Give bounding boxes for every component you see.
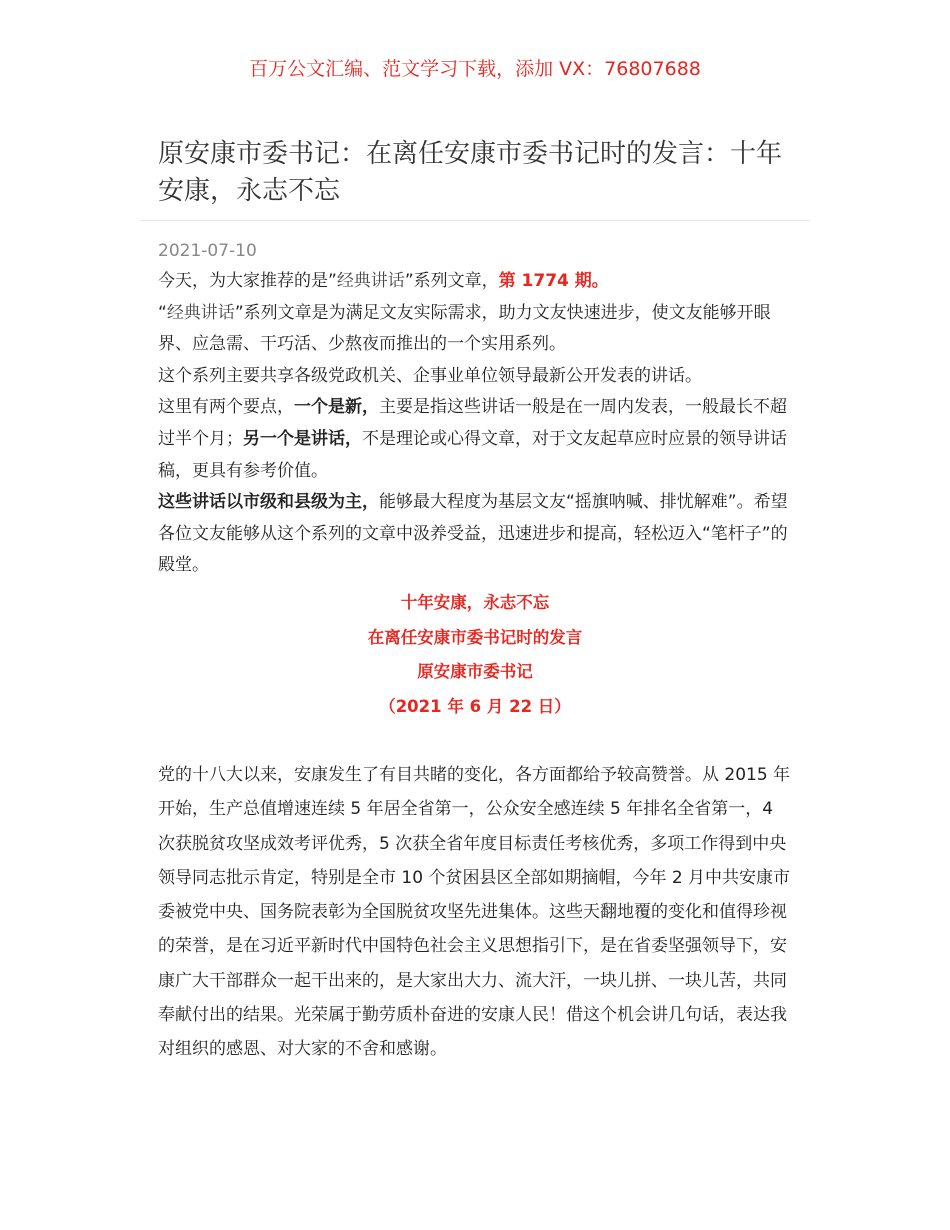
- intro-paragraph-5: [158, 487, 794, 582]
- series-name: 经典讲话: [336, 271, 405, 291]
- title-divider: [140, 220, 810, 221]
- intro-p4-e: 不是理论或心得文章，对于文友起草应时应景的领导讲话稿，更具有参考价值。: [158, 428, 787, 481]
- intro-paragraph-2: [158, 298, 794, 361]
- intro-p1-text: 今天，为大家推荐的是”: [158, 271, 337, 291]
- intro-p4-b: 一个是新，: [294, 397, 379, 418]
- speaker: 原安康市委书记: [417, 662, 533, 682]
- speech-title: 十年安康，永志不忘: [400, 593, 550, 612]
- intro-p1-text2: ”系列文章，: [404, 271, 499, 291]
- article-title: 原安康市委书记：在离任安康市委书记时的发言：十年安康，永志不忘: [158, 139, 783, 206]
- intro-section: [158, 266, 794, 582]
- body-paragraph-1: 党的十八大以来，安康发生了有目共睹的变化，各方面都给予较高赞誉。从 2015 年开始，生产总值增速连续 5 年居全省第一，公众安全感连续 5 年排名全省第一，4 次获脱贫攻坚成效考评优秀，5 次获全省年度目标责任考核优秀，多项工作得到中央领导同志批示肯定，特别是全市 10 个贫困县区全部如期摘帽，今年 2 月中共安康市委被党中央、国务院表彰为全国脱贫攻坚先进集体。这些天翻地覆的变化和值得珍视的荣誉，是在习近平新时代中国特色社会主义思想指引下，是在省委坚强领导下，安康广大干部群众一起干出来的，是大家出大力、流大汗，一块儿拼、一块儿苦，共同奉献付出的结果。光荣属于勤劳质朴奋进的安康人民！借这个机会讲几句话，表达我对组织的感恩、对大家的不舍和感谢。: [158, 765, 791, 1060]
- series-name-2: 经典讲话: [166, 302, 235, 323]
- intro-p2-quote: “: [158, 302, 167, 323]
- intro-p4-a: 这里有两个要点，: [158, 397, 294, 418]
- intro-p4-d: 另一个是讲话，: [243, 428, 362, 449]
- intro-p5-a: 这些讲话以市级和县级为主，: [158, 492, 379, 513]
- speech-heading: [0, 586, 950, 724]
- speech-subtitle: 在离任安康市委书记时的发言: [367, 627, 583, 647]
- publish-date: 2021-07-10: [158, 241, 257, 261]
- intro-p2-text: ”系列文章是为满足文友实际需求，助力文友快速进步，使文友能够开眼界、应急需、干巧活、少熬夜而推出的一个实用系列。: [158, 302, 771, 355]
- intro-paragraph-3: 这个系列主要共享各级党政机关、企事业单位领导最新公开发表的讲话。: [158, 365, 702, 386]
- issue-number: 第 1774 期。: [498, 271, 609, 291]
- intro-p4-c: 主要是指这些讲话一般是在一周内发表，一般最长不超过半个月；: [158, 397, 787, 449]
- intro-paragraph-4: [158, 392, 794, 487]
- promo-banner: 百万公文汇编、范文学习下载，添加 VX：76807688: [249, 58, 701, 80]
- speech-date: （2021 年 6 月 22 日）: [379, 696, 571, 716]
- intro-p5-b: 能够最大程度为基层文友“摇旗呐喊、排忧解难”。希望各位文友能够从这个系列的文章中汲养受益，迅速进步和提高，轻松迈入“笔杆子”的殿堂。: [158, 492, 788, 576]
- intro-paragraph-1: [158, 266, 794, 298]
